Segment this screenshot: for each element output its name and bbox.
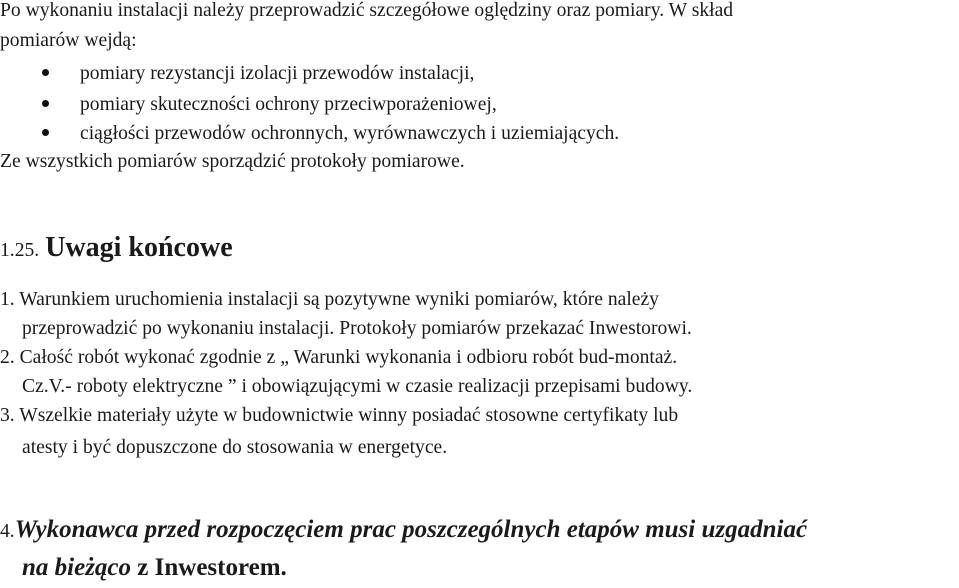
final-note-emphasis: na bieżąco xyxy=(22,554,132,581)
intro-line-2: pomiarów wejdą: xyxy=(0,30,137,51)
bullet-icon xyxy=(42,129,49,136)
final-note-text: Wykonawca przed rozpoczęciem prac poszczególnych etapów musi uzgadniać xyxy=(14,516,808,543)
section-heading xyxy=(0,232,233,268)
final-note-rest: z Inwestorem. xyxy=(131,554,287,581)
bullet-item-text: ciągłości przewodów ochronnych, wyrównawczych i uziemiających. xyxy=(80,123,620,144)
remark-line-6: atesty i być dopuszczone do stosowania w energetyce. xyxy=(22,437,448,458)
remark-line-4: Cz.V.- roboty elektryczne ” i obowiązującymi w czasie realizacji przepisami budowy. xyxy=(22,376,693,397)
final-note-number: 4. xyxy=(0,521,15,542)
bullet-item-2 xyxy=(42,91,497,119)
section-title: Uwagi końcowe xyxy=(45,232,233,263)
intro-closing: Ze wszystkich pomiarów sporządzić protokoły pomiarowe. xyxy=(0,151,465,172)
intro-line-1: Po wykonaniu instalacji należy przeprowadzić szczegółowe oględziny oraz pomiary. W skład xyxy=(0,0,734,21)
bullet-item-text: pomiary rezystancji izolacji przewodów instalacji, xyxy=(80,63,475,84)
bullet-icon xyxy=(42,69,49,76)
bullet-item-3 xyxy=(42,120,619,148)
bullet-item-text: pomiary skuteczności ochrony przeciwporażeniowej, xyxy=(80,94,497,115)
bullet-icon xyxy=(42,100,49,107)
bullet-item-1 xyxy=(42,60,474,88)
final-note-line-2 xyxy=(22,551,287,588)
section-number: 1.25. xyxy=(0,240,40,261)
remark-line-3: 2. Całość robót wykonać zgodnie z „ Warunki wykonania i odbioru robót bud-montaż. xyxy=(0,347,678,368)
remark-line-2: przeprowadzić po wykonaniu instalacji. Protokoły pomiarów przekazać Inwestorowi. xyxy=(22,318,692,339)
remark-line-5: 3. Wszelkie materiały użyte w budownictwie winny posiadać stosowne certyfikaty lub xyxy=(0,405,679,426)
remark-line-1: 1. Warunkiem uruchomienia instalacji są pozytywne wyniki pomiarów, które należy xyxy=(0,289,659,310)
final-note-line-1 xyxy=(0,513,807,550)
